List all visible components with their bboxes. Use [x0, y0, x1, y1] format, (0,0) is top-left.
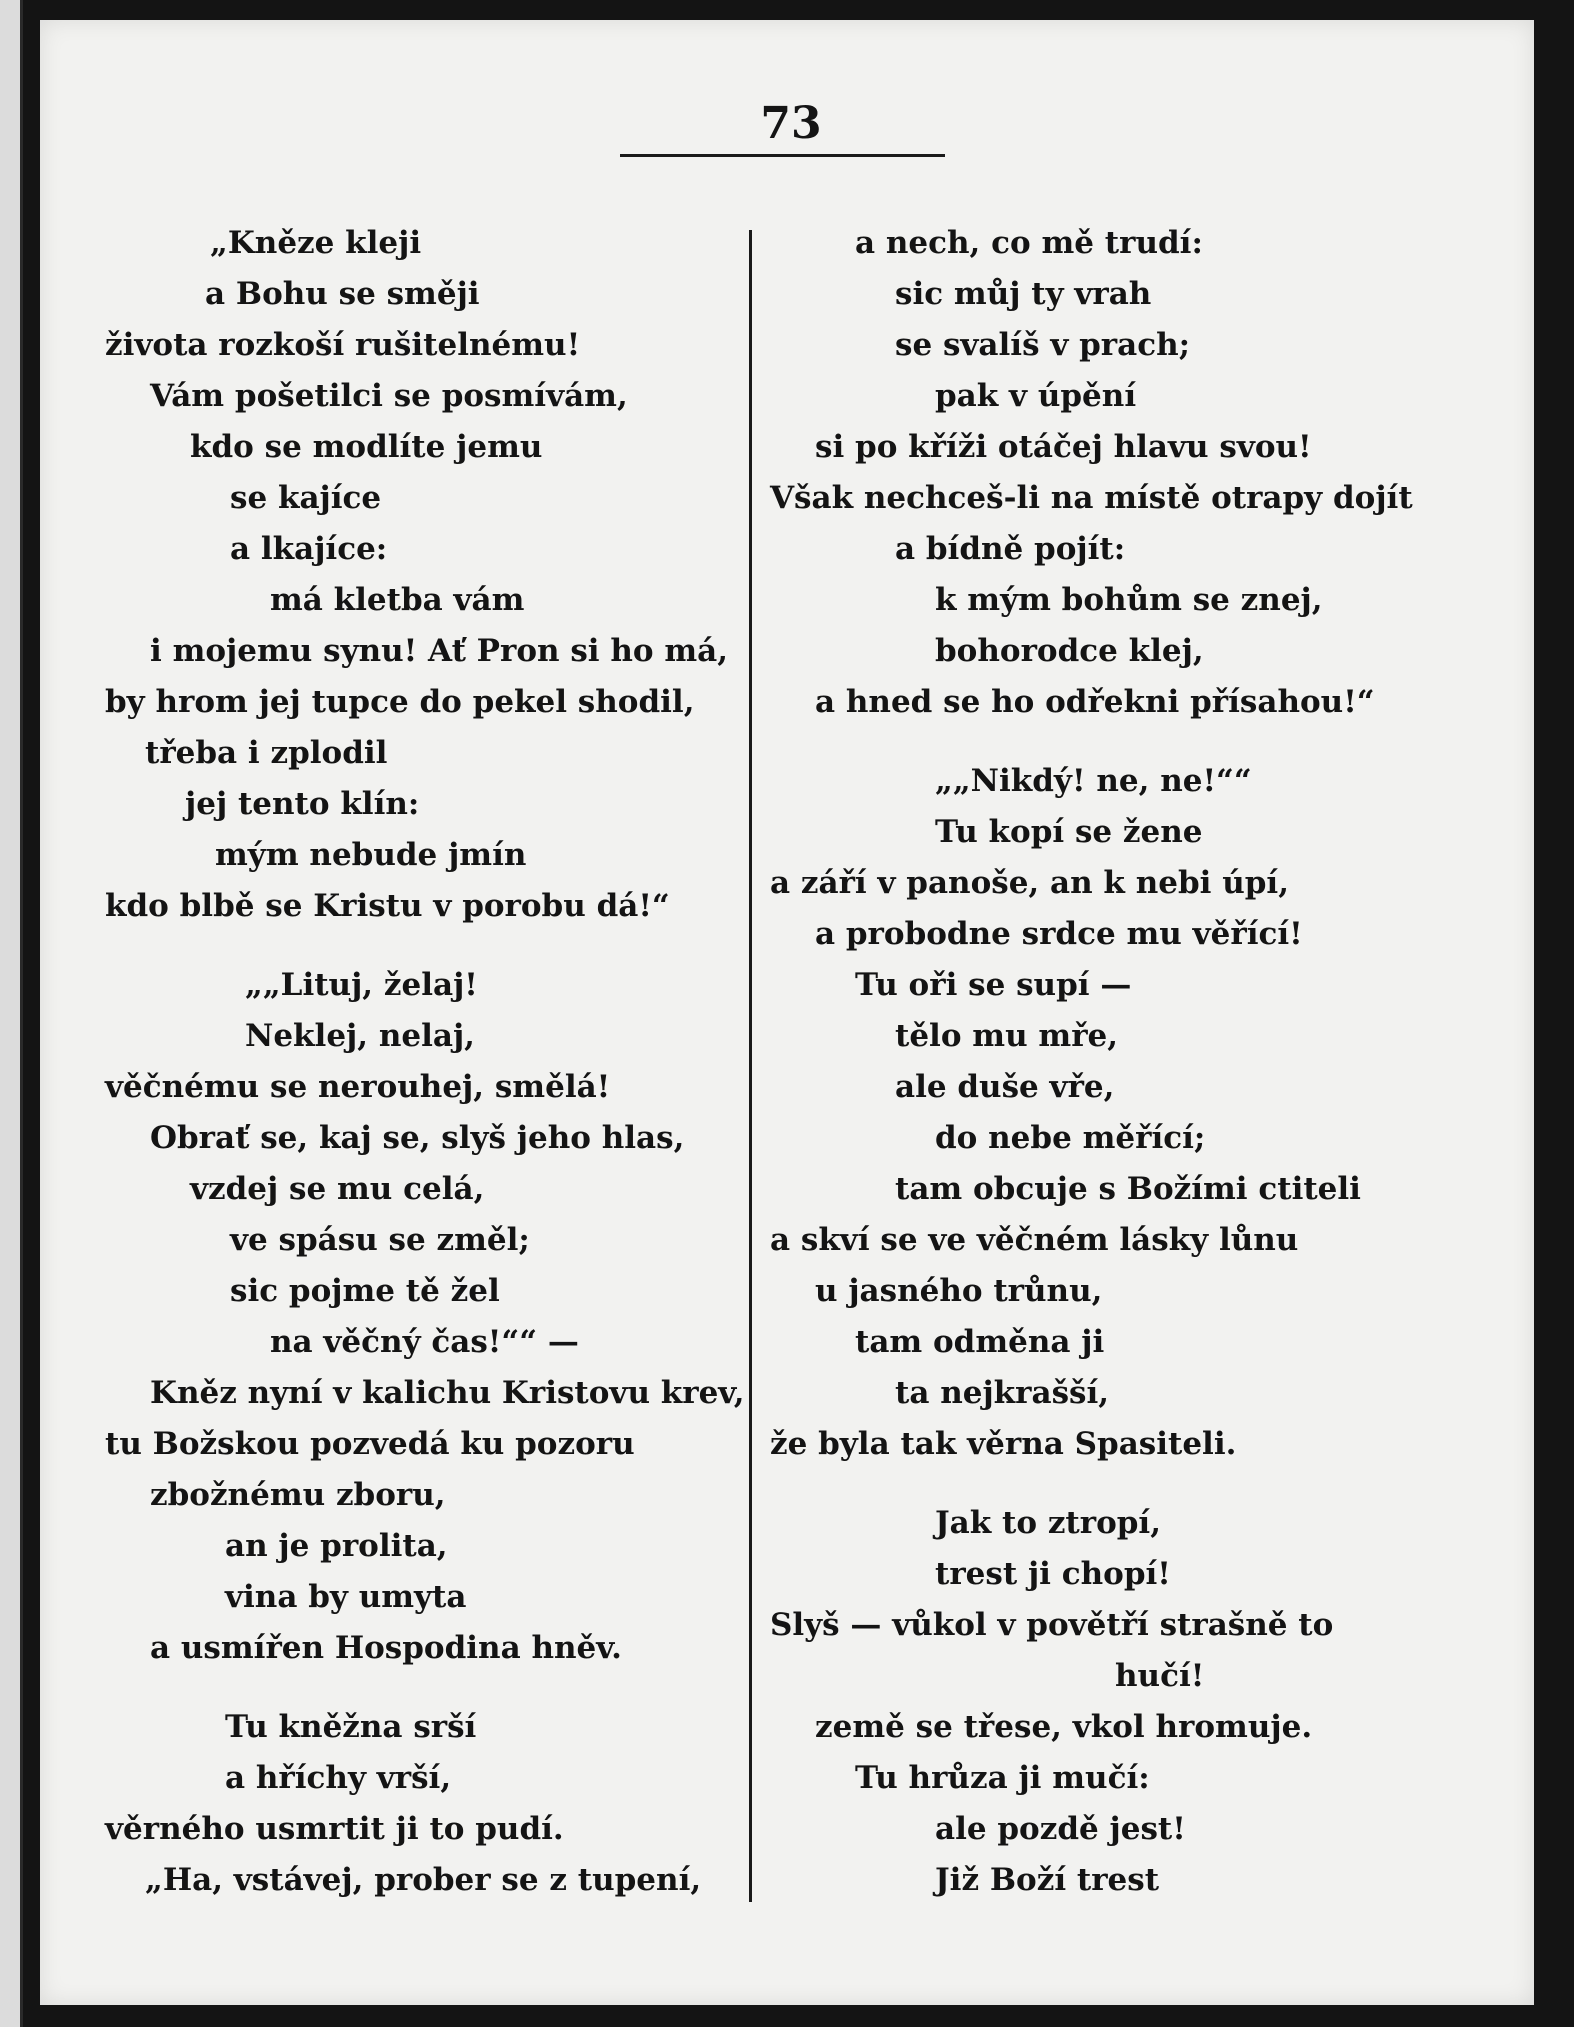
verse-line: třeba i zplodil: [145, 735, 388, 771]
verse-line: bohorodce klej,: [935, 633, 1204, 669]
verse-line: „„Nikdý! ne, ne!““: [935, 763, 1252, 799]
verse-line: Slyš — vůkol v povětří strašně to: [770, 1607, 1334, 1643]
left-column: [100, 218, 745, 1906]
verse-line: se svalíš v prach;: [895, 327, 1191, 363]
verse-line: Tu hrůza ji mučí:: [855, 1760, 1150, 1796]
verse-line: „„Lituj, želaj!: [245, 967, 478, 1003]
column-divider: [749, 230, 752, 1902]
verse-line: života rozkoší rušitelnému!: [105, 327, 581, 363]
verse-line: hučí!: [1115, 1658, 1205, 1694]
book-page: [40, 20, 1534, 2005]
verse-line: ta nejkrašší,: [895, 1375, 1110, 1411]
verse-line: Obrať se, kaj se, slyš jeho hlas,: [150, 1120, 685, 1156]
verse-line: Tu kopí se žene: [935, 814, 1203, 850]
verse-line: věrného usmrtit ji to pudí.: [105, 1811, 564, 1847]
verse-line: a usmířen Hospodina hněv.: [150, 1630, 622, 1666]
verse-line: „Ha, vstávej, prober se z tupení,: [145, 1862, 702, 1898]
verse-line: a skví se ve věčném lásky lůnu: [770, 1222, 1299, 1258]
verse-line: i mojemu synu! Ať Pron si ho má,: [150, 633, 729, 669]
verse-line: si po kříži otáčej hlavu svou!: [815, 429, 1312, 465]
verse-line: a bídně pojít:: [895, 531, 1126, 567]
right-column: [770, 218, 1500, 1906]
verse-line: na věčný čas!““ —: [270, 1324, 579, 1360]
verse-line: tělo mu mře,: [895, 1018, 1119, 1054]
stanza-gap: [770, 728, 1500, 756]
verse-line: se kajíce: [230, 480, 382, 516]
verse-line: tam obcuje s Božími ctiteli: [895, 1171, 1361, 1207]
verse-line: Však nechceš-li na místě otrapy dojít: [770, 480, 1413, 516]
verse-line: trest ji chopí!: [935, 1556, 1171, 1592]
verse-line: vzdej se mu celá,: [190, 1171, 485, 1207]
verse-line: „Kněze kleji: [210, 225, 422, 261]
verse-line: a září v panoše, an k nebi úpí,: [770, 865, 1289, 901]
verse-line: mým nebude jmín: [215, 837, 527, 873]
adjacent-page-edge: [0, 0, 23, 2027]
verse-line: a hned se ho odřekni přísahou!“: [815, 684, 1375, 720]
verse-line: do nebe měřící;: [935, 1120, 1206, 1156]
verse-line: Tu oři se supí —: [855, 967, 1132, 1003]
verse-line: ve spásu se změl;: [230, 1222, 530, 1258]
stanza-gap: [770, 1470, 1500, 1498]
page-number: 73: [760, 98, 822, 149]
verse-line: a Bohu se směji: [205, 276, 480, 312]
verse-line: země se třese, vkol hromuje.: [815, 1709, 1313, 1745]
verse-line: má kletba vám: [270, 582, 525, 618]
verse-line: u jasného trůnu,: [815, 1273, 1103, 1309]
verse-line: a nech, co mě trudí:: [855, 225, 1203, 261]
verse-line: že byla tak věrna Spasiteli.: [770, 1426, 1237, 1462]
verse-line: Neklej, nelaj,: [245, 1018, 475, 1054]
verse-line: an je prolita,: [225, 1528, 448, 1564]
verse-line: zbožnému zboru,: [150, 1477, 446, 1513]
verse-line: ale duše vře,: [895, 1069, 1115, 1105]
verse-line: kdo se modlíte jemu: [190, 429, 543, 465]
verse-line: k mým bohům se znej,: [935, 582, 1323, 618]
verse-line: by hrom jej tupce do pekel shodil,: [105, 684, 695, 720]
verse-line: pak v úpění: [935, 378, 1137, 414]
verse-line: a probodne srdce mu věřící!: [815, 916, 1303, 952]
stanza-gap: [100, 1674, 730, 1702]
verse-line: Jak to ztropí,: [935, 1505, 1161, 1541]
verse-line: a lkajíce:: [230, 531, 388, 567]
verse-line: sic můj ty vrah: [895, 276, 1152, 312]
verse-line: vina by umyta: [225, 1579, 467, 1615]
verse-line: sic pojme tě žel: [230, 1273, 500, 1309]
verse-line: tu Božskou pozvedá ku pozoru: [105, 1426, 635, 1462]
verse-line: a hříchy vrší,: [225, 1760, 452, 1796]
verse-line: tam odměna ji: [855, 1324, 1105, 1360]
verse-line: ale pozdě jest!: [935, 1811, 1186, 1847]
verse-line: Vám pošetilci se posmívám,: [150, 378, 628, 414]
verse-line: kdo blbě se Kristu v porobu dá!“: [105, 888, 670, 924]
verse-line: jej tento klín:: [185, 786, 420, 822]
verse-line: Již Boží trest: [935, 1862, 1160, 1898]
header-rule: [620, 154, 945, 157]
verse-line: Tu kněžna srší: [225, 1709, 477, 1745]
stanza-gap: [100, 932, 730, 960]
verse-line: věčnému se nerouhej, smělá!: [105, 1069, 611, 1105]
verse-line: Kněz nyní v kalichu Kristovu krev,: [150, 1375, 745, 1411]
